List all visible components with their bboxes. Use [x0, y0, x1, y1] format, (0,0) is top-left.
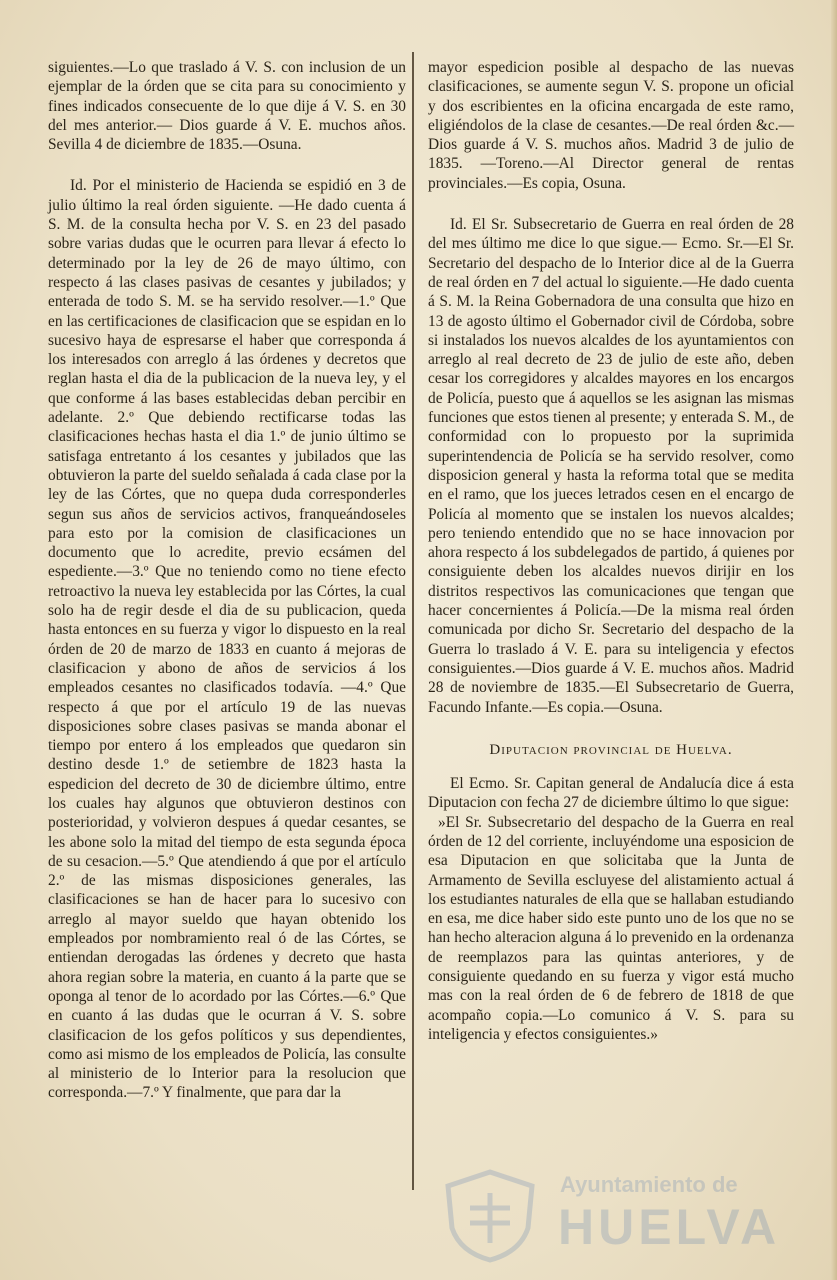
watermark: [430, 1160, 781, 1270]
left-paragraph-2: Id. Por el ministerio de Hacienda se espidió en 3 de julio último la real órden siguiente. —He dado cuenta á S. M. de la consulta hecha por V. S. en 23 del pasado sobre varias dudas que le ocurren para llevar á efecto lo determinado por la ley de 26 de mayo último, con respecto á las clases pasivas de cesantes y jubilados; y enterada de todo S. M. se ha servido resolver.—1.º Que en las certificaciones de clasificacion que se espidan en lo sucesivo haya de espresarse el haber que corresponda á los interesados con arreglo á las órdenes y decretos que reglan hasta el dia de la publicacion de la nueva ley, y el que conforme á las bases establecidas deban percibir en adelante. 2.º Que debiendo rectificarse todas las clasificaciones hechas hasta el dia 1.º de junio último se satisfaga entretanto á los cesantes y jubilados que las obtuvieron la parte del sueldo señalada á cada clase por la ley de las Córtes, que no quepa duda corresponderles segun sus años de servicios activos, franqueándoseles para esto por la comision de clasificaciones un documento que lo acredite, previo ecsámen del espediente.—3.º Que no teniendo como no tiene efecto retroactivo la nueva ley establecida por las Córtes, la cual solo ha de regir desde el dia de su publicacion, queda hasta entonces en su fuerza y vigor lo dispuesto en la real órden de 20 de marzo de 1833 en cuanto á mejoras de clasificacion y abono de años de servicios á los empleados cesantes no clasificados todavía. —4.º Que respecto á que por el artículo 19 de las nuevas disposiciones sobre clases pasivas se manda abonar el tiempo por entero á los empleados que quedaron sin destino desde 1.º de setiembre de 1823 hasta la espedicion del decreto de 30 de diciembre último, entre los cuales hay algunos que obtuvieron destinos con posterioridad, y volvieron despues á quedar cesantes, se les abone solo la mitad del tiempo de esta segunda época de su cesacion.—5.º Que atendiendo á que por el artículo 2.º de las mismas disposiciones generales, las clasificaciones se han de hacer para lo sucesivo con arreglo al mayor sueldo que hayan obtenido los empleados por nombramiento real ó de las Córtes, se entiendan derogadas las órdenes y decreto que hasta ahora regian sobre la materia, en cuanto á la parte que se oponga al tenor de lo acordado por las Córtes.—6.º Que en cuanto á las dudas que le ocurran á V. S. sobre clasificacion de los gefos políticos y sus dependientes, como asi mismo de los empleados de Policía, las consulte al ministerio de lo Interior para la resolucion que corresponda.—7.º Y finalmente, que para dar la: [48, 177, 406, 1102]
seal-icon: [440, 1168, 540, 1263]
right-paragraph-3: El Ecmo. Sr. Capitan general de Andalucía dice á esta Diputacion con fecha 27 de diciembre último lo que sigue:: [428, 775, 794, 812]
watermark-line-2: HUELVA: [558, 1199, 781, 1255]
left-paragraph-1: siguientes.—Lo que traslado á V. S. con inclusion de un ejemplar de la órden que se cita para su conocimiento y fines indicados consecuente de lo que dije á V. S. en 30 del mes anterior.— Dios guarde á V. E. muchos años. Sevilla 4 de diciembre de 1835.—Osuna.: [48, 59, 406, 154]
left-column: [48, 58, 406, 1103]
right-paragraph-4: »El Sr. Subsecretario del despacho de la Guerra en real órden de 12 del corriente, incluyéndome una esposicion de esa Diputacion en que solicitaba que la Junta de Armamento de Sevilla escluyese del alistamiento actual á los estudiantes naturales de ella que se hallaban estudiando en esa, me dice haber sido este punto uno de los que no se han hecho alteracion alguna á lo prevenido en la ordenanza de reemplazos para las quintas anteriores, y de consiguiente quedando en su fuerza y vigor está mucho mas con la real órden de 6 de febrero de 1818 de que acompaño copia.—Lo comunico á V. S. para su inteligencia y efectos consiguientes.»: [428, 813, 794, 1043]
page-edge: [831, 0, 837, 1280]
section-heading: Diputacion provincial de Huelva.: [489, 741, 733, 758]
right-column: [428, 58, 794, 1044]
watermark-line-1: Ayuntamiento de: [560, 1172, 738, 1197]
column-divider: [412, 52, 414, 1190]
right-paragraph-1: mayor espedicion posible al despacho de las nuevas clasificaciones, se aumente segun V. S. propone un oficial y dos escribientes en la oficina encargada de este ramo, eligiéndolos de la clase de cesantes.—De real órden &c.—Dios guarde á V. S. muchos años. Madrid 3 de julio de 1835. —Toreno.—Al Director general de rentas provinciales.—Es copia, Osuna.: [428, 59, 794, 192]
right-paragraph-2: Id. El Sr. Subsecretario de Guerra en real órden de 28 del mes último me dice lo que sigue.— Ecmo. Sr.—El Sr. Secretario del despacho de lo Interior dice al de la Guerra de real órden en 7 del actual lo siguiente.—He dado cuenta á S. M. la Reina Gobernadora de una consulta que hizo en 13 de agosto último el Gobernador civil de Córdoba, sobre si instalados los nuevos alcaldes de los ayuntamientos con arreglo al real decreto de 23 de julio de este año, deben cesar los corregidores y alcaldes mayores en los encargos de Policía, puesto que á aquellos se les asignan las mismas funciones que estos tienen al presente; y enterada S. M., de conformidad con lo propuesto por la suprimida superintendencia de Policía se ha servido resolver, como disposicion general y hasta la reforma total que se medita en el ramo, que los jueces letrados cesen en el encargo de Policía al momento que se instalen los nuevos alcaldes; pero teniendo entendido que no se hace innovacion por ahora respecto á los subdelegados de partido, á quienes por consiguiente deben los alcaldes nuevos dirijir en los distritos respectivos las comunicaciones que tengan que hacer concernientes á Policía.—De la misma real órden comunicada por dicho Sr. Secretario del despacho de la Guerra lo traslado á V. E. para su inteligencia y efectos consiguientes.—Dios guarde á V. E. muchos años. Madrid 28 de noviembre de 1835.—El Subsecretario de Guerra, Facundo Infante.—Es copia.—Osuna.: [428, 216, 794, 716]
